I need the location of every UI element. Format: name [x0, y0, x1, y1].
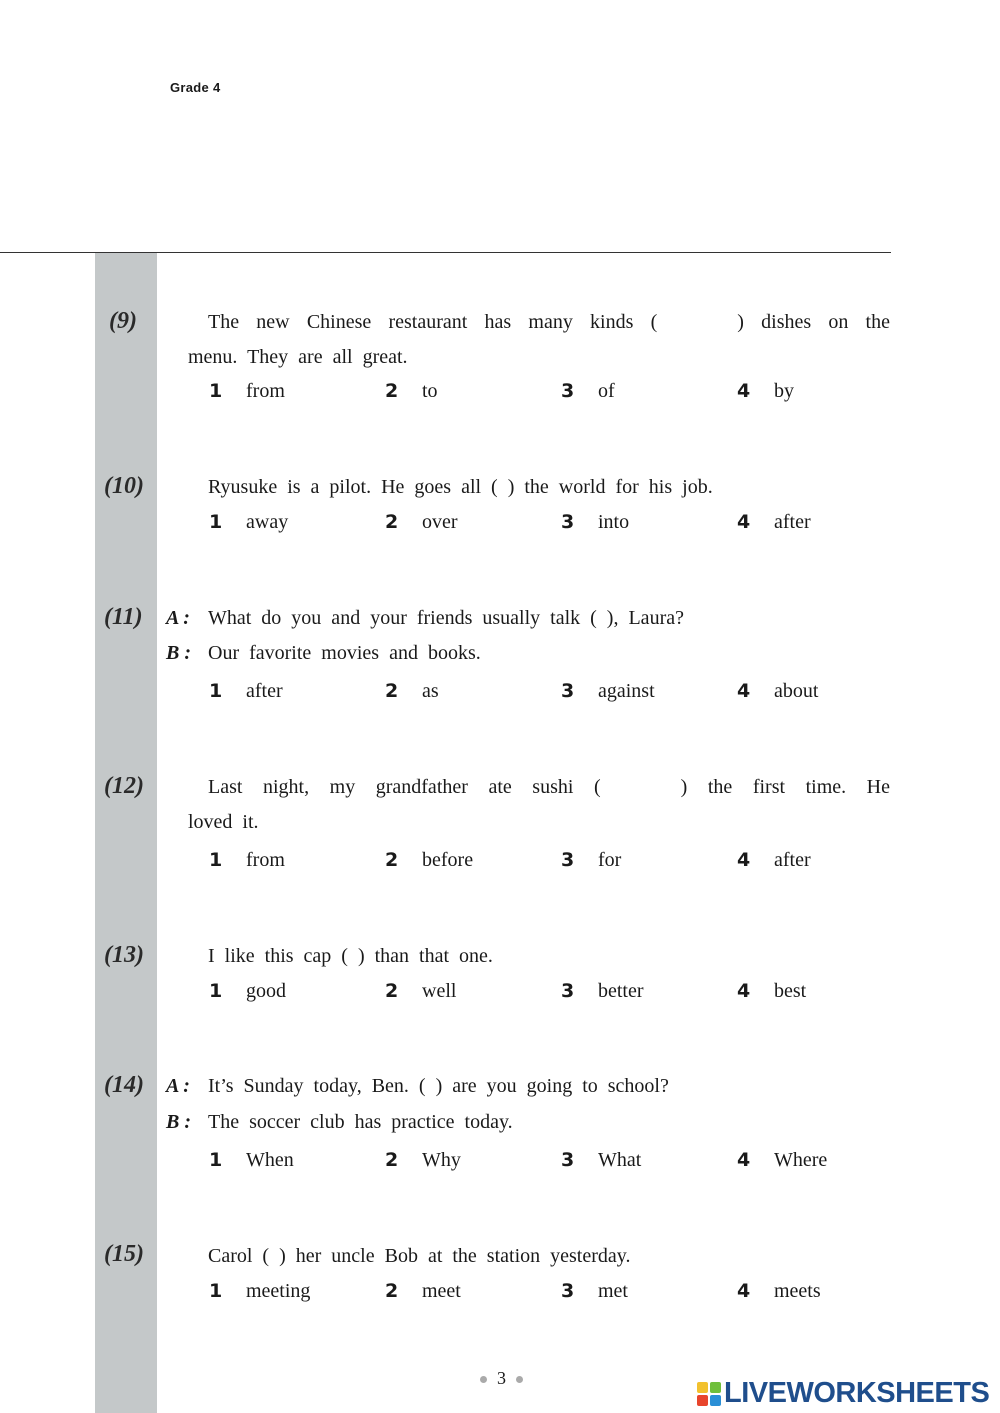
answer-option[interactable]	[209, 1149, 294, 1172]
option-number: 2	[385, 680, 399, 702]
dialogue-line-a: It’s Sunday today, Ben. ( ) are you going to school?	[208, 1075, 669, 1097]
question-number: (11)	[104, 604, 143, 630]
option-number: 3	[561, 680, 575, 702]
option-number: 3	[561, 1280, 575, 1302]
option-number: 1	[209, 1149, 223, 1171]
logo-square-icon	[710, 1395, 721, 1406]
option-number: 4	[737, 511, 751, 533]
answer-option[interactable]	[385, 980, 456, 1003]
question-stem: Ryusuke is a pilot. He goes all ( ) the world for his job.	[208, 476, 713, 498]
option-number: 1	[209, 380, 223, 402]
speaker-b-label: B :	[166, 642, 191, 664]
question-number: (12)	[104, 773, 144, 799]
question-stem: I like this cap ( ) than that one.	[208, 945, 493, 967]
option-text: before	[422, 849, 474, 871]
question-stem-continued: menu. They are all great.	[188, 346, 408, 368]
option-number: 3	[561, 849, 575, 871]
option-text: against	[598, 680, 655, 702]
logo-square-icon	[697, 1382, 708, 1393]
option-number: 4	[737, 980, 751, 1002]
option-number: 3	[561, 980, 575, 1002]
option-text: as	[422, 680, 439, 702]
answer-option[interactable]	[209, 680, 283, 703]
option-text: When	[246, 1149, 294, 1171]
option-text: good	[246, 980, 286, 1002]
dialogue-line-b: Our favorite movies and books.	[208, 642, 481, 664]
question-number: (14)	[104, 1072, 144, 1098]
option-text: of	[598, 380, 615, 402]
option-number: 4	[737, 849, 751, 871]
answer-option[interactable]	[385, 1280, 461, 1303]
answer-option[interactable]	[561, 849, 621, 872]
option-text: met	[598, 1280, 628, 1302]
answer-option[interactable]	[561, 1149, 641, 1172]
option-number: 3	[561, 380, 575, 402]
option-text: into	[598, 511, 630, 533]
option-number: 2	[385, 849, 399, 871]
option-text: Where	[774, 1149, 828, 1171]
option-text: better	[598, 980, 644, 1002]
answer-option[interactable]	[561, 680, 655, 703]
option-number: 3	[561, 511, 575, 533]
logo-square-icon	[710, 1382, 721, 1393]
option-number: 2	[385, 1280, 399, 1302]
decorative-dot-icon	[480, 1376, 487, 1383]
question-stem: The new Chinese restaurant has many kinds ( ) dishes on the	[208, 311, 890, 333]
option-number: 1	[209, 849, 223, 871]
option-text: after	[246, 680, 283, 702]
dialogue-line-a: What do you and your friends usually talk ( ), Laura?	[208, 607, 684, 629]
question-number: (9)	[109, 308, 137, 334]
option-text: after	[774, 511, 811, 533]
option-number: 4	[737, 1149, 751, 1171]
answer-option[interactable]	[561, 511, 629, 534]
answer-option[interactable]	[209, 380, 285, 403]
speaker-a-label: A :	[166, 607, 190, 629]
option-number: 4	[737, 380, 751, 402]
logo-text: LIVEWORKSHEETS	[724, 1377, 990, 1409]
answer-option[interactable]	[737, 849, 811, 872]
answer-option[interactable]	[385, 1149, 461, 1172]
option-text: about	[774, 680, 819, 702]
option-text: by	[774, 380, 794, 402]
answer-option[interactable]	[737, 680, 818, 703]
answer-option[interactable]	[385, 680, 439, 703]
answer-option[interactable]	[385, 511, 458, 534]
option-text: Why	[422, 1149, 461, 1171]
option-text: after	[774, 849, 811, 871]
answer-option[interactable]	[737, 380, 794, 403]
option-text: for	[598, 849, 622, 871]
option-text: What	[598, 1149, 642, 1171]
option-text: to	[422, 380, 438, 402]
answer-option[interactable]	[209, 1280, 310, 1303]
option-text: meeting	[246, 1280, 311, 1302]
option-text: best	[774, 980, 807, 1002]
answer-option[interactable]	[737, 511, 811, 534]
answer-option[interactable]	[737, 1149, 827, 1172]
page-number: 3	[497, 1368, 506, 1388]
answer-option[interactable]	[561, 980, 644, 1003]
answer-option[interactable]	[561, 380, 615, 403]
logo-grid-icon	[697, 1382, 721, 1406]
option-number: 3	[561, 1149, 575, 1171]
logo-square-icon	[697, 1395, 708, 1406]
option-number: 1	[209, 511, 223, 533]
option-number: 1	[209, 980, 223, 1002]
option-text: from	[246, 849, 285, 871]
answer-option[interactable]	[209, 849, 285, 872]
option-text: well	[422, 980, 457, 1002]
answer-option[interactable]	[209, 511, 288, 534]
decorative-dot-icon	[516, 1376, 523, 1383]
option-number: 2	[385, 1149, 399, 1171]
grade-label: Grade 4	[170, 80, 221, 95]
question-number: (15)	[104, 1241, 144, 1267]
option-number: 2	[385, 980, 399, 1002]
answer-option[interactable]	[385, 849, 473, 872]
page-number-footer	[470, 1368, 533, 1389]
speaker-a-label: A :	[166, 1075, 190, 1097]
answer-option[interactable]	[209, 980, 286, 1003]
option-text: away	[246, 511, 289, 533]
question-stem-continued: loved it.	[188, 811, 259, 833]
answer-option[interactable]	[561, 1280, 628, 1303]
option-text: from	[246, 380, 285, 402]
answer-option[interactable]	[737, 1280, 821, 1303]
option-number: 2	[385, 380, 399, 402]
question-number-sidebar	[95, 253, 157, 1413]
question-stem: Last night, my grandfather ate sushi ( ) the first time. He	[208, 776, 890, 798]
option-text: meets	[774, 1280, 821, 1302]
liveworksheets-logo	[697, 1377, 989, 1410]
question-stem: Carol ( ) her uncle Bob at the station yesterday.	[208, 1245, 631, 1267]
option-number: 4	[737, 1280, 751, 1302]
speaker-b-label: B :	[166, 1111, 191, 1133]
option-text: over	[422, 511, 458, 533]
option-number: 1	[209, 680, 223, 702]
option-text: meet	[422, 1280, 461, 1302]
dialogue-line-b: The soccer club has practice today.	[208, 1111, 513, 1133]
answer-option[interactable]	[737, 980, 806, 1003]
question-number: (10)	[104, 473, 144, 499]
answer-option[interactable]	[385, 380, 438, 403]
option-number: 2	[385, 511, 399, 533]
question-number: (13)	[104, 942, 144, 968]
option-number: 4	[737, 680, 751, 702]
option-number: 1	[209, 1280, 223, 1302]
